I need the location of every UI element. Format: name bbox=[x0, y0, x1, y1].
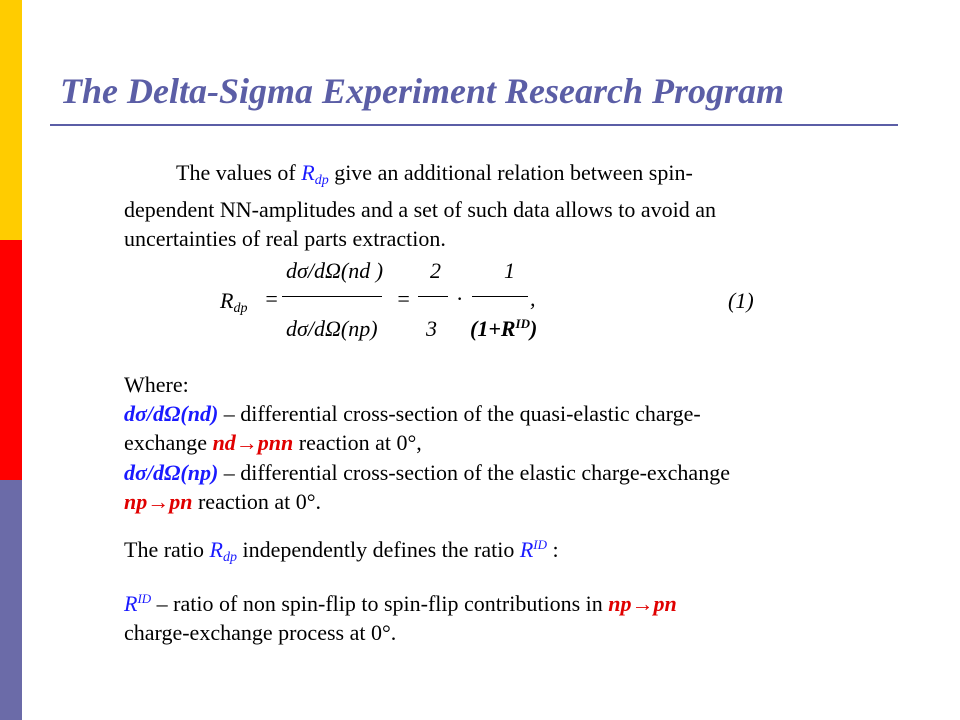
intro-line-2: dependent NN-amplitudes and a set of such data allows to avoid an bbox=[124, 197, 717, 222]
equation-number: (1) bbox=[728, 288, 754, 313]
where-label: Where: bbox=[124, 372, 189, 397]
ratio-sentence bbox=[124, 530, 792, 572]
ratio-colon: : bbox=[552, 537, 559, 562]
formula-numerator-2: 2 bbox=[430, 258, 441, 283]
left-stripe-yellow bbox=[0, 0, 22, 240]
formula-denominator-3: $(1+R^{ID})$ bbox=[470, 316, 538, 341]
formula-1 bbox=[220, 256, 760, 352]
title-underline bbox=[50, 124, 898, 126]
intro-line-3: uncertainties of real parts extraction. bbox=[124, 226, 446, 251]
np-description: – differential cross-section of the elastic charge-exchange bbox=[223, 460, 730, 485]
np-line2-b: reaction at 0°. bbox=[197, 489, 322, 514]
np-block bbox=[124, 458, 792, 516]
rid-line2: charge-exchange process at 0°. bbox=[124, 620, 397, 645]
nd-reaction: nd→pnn bbox=[212, 430, 294, 455]
formula-comma: , bbox=[530, 286, 536, 311]
nd-description: – differential cross-section of the quasi-elastic charge- bbox=[223, 401, 701, 426]
formula-numerator-1: dσ/dΩ(nd ) bbox=[286, 258, 384, 283]
intro-paragraph bbox=[124, 158, 792, 253]
np-cross-section-term: dσ/dΩ(np) bbox=[124, 460, 219, 485]
left-stripe-red bbox=[0, 240, 22, 480]
formula-equals-2: = bbox=[396, 286, 411, 311]
formula-lhs: $R_{dp}$ bbox=[220, 288, 248, 316]
intro-text-a: The values of bbox=[176, 160, 296, 185]
nd-line2-a: exchange bbox=[124, 430, 208, 455]
np-reaction: np→pn bbox=[124, 489, 193, 514]
formula-denominator-2: 3 bbox=[426, 316, 437, 341]
formula-dot: · bbox=[456, 286, 464, 311]
nd-line2-b: reaction at 0°, bbox=[298, 430, 422, 455]
rid-definition bbox=[124, 584, 792, 647]
fraction-bar-1 bbox=[282, 296, 382, 297]
ratio-rid-symbol: $R^{ID}$ bbox=[519, 537, 548, 562]
where-block bbox=[124, 370, 792, 457]
formula-equals-1: = bbox=[264, 286, 279, 311]
left-stripe-slate bbox=[0, 480, 22, 720]
fraction-bar-3 bbox=[472, 296, 528, 297]
ratio-text-a: The ratio bbox=[124, 537, 205, 562]
nd-cross-section-term: dσ/dΩ(nd) bbox=[124, 401, 219, 426]
slide-title: The Delta-Sigma Experiment Research Program bbox=[60, 71, 784, 111]
formula-denominator-1: dσ/dΩ(np) bbox=[286, 316, 378, 341]
rdp-symbol: $R_{dp}$ bbox=[301, 160, 329, 188]
ratio-text-b: independently defines the ratio bbox=[242, 537, 515, 562]
formula-numerator-3: 1 bbox=[504, 258, 515, 283]
intro-text-b: give an additional relation between spin- bbox=[334, 160, 693, 185]
fraction-bar-2 bbox=[418, 296, 448, 297]
rid-symbol: $R^{ID}$ bbox=[124, 591, 152, 616]
rid-description: – ratio of non spin-flip to spin-flip contributions in bbox=[156, 591, 603, 616]
rid-reaction: np→pn bbox=[608, 591, 677, 616]
ratio-rdp-symbol: $R_{dp}$ bbox=[209, 537, 237, 565]
